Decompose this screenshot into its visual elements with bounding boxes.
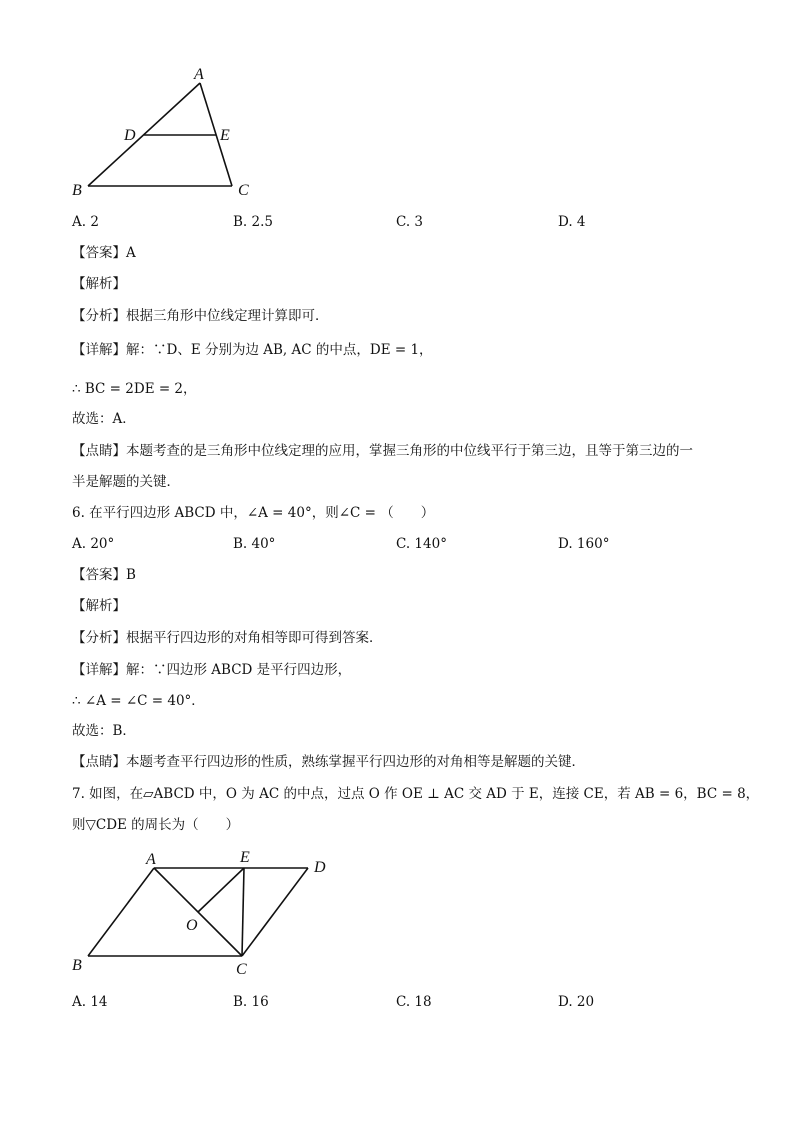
q7-option-d: D. 20: [558, 994, 595, 1010]
label-b: B: [72, 182, 82, 199]
side-dc: [242, 868, 308, 956]
parallelogram-figure: [60, 840, 350, 980]
q6-stem: 6. 在平行四边形 ABCD 中，∠A = 40°，则∠C = （ ）: [72, 505, 435, 521]
segment-ce: [242, 868, 244, 956]
q6-option-b: B. 40°: [233, 536, 276, 552]
q7-option-c: C. 18: [396, 994, 432, 1010]
q6-xiangjie: 【详解】解：∵四边形 ABCD 是平行四边形，: [72, 662, 352, 678]
q6-step: ∴ ∠A = ∠C = 40°．: [72, 693, 205, 709]
q5-step: ∴ BC = 2DE = 2，: [72, 381, 197, 397]
q6-option-d: D. 160°: [558, 536, 610, 552]
label-b: B: [72, 957, 82, 974]
label-a: A: [146, 851, 156, 868]
q5-dianjing-1: 【点睛】本题考查的是三角形中位线定理的应用，掌握三角形的中位线平行于第三边，且等于第三边的一: [72, 443, 693, 459]
label-c: C: [238, 182, 249, 199]
label-e: E: [220, 127, 230, 144]
q6-answer: 【答案】B: [72, 567, 136, 583]
label-o: O: [186, 917, 198, 934]
triangle-figure: [60, 60, 280, 205]
side-ab: [88, 868, 154, 956]
q5-xiangjie: 【详解】解：∵D、E 分别为边 AB, AC 的中点，DE = 1，: [72, 342, 433, 358]
q5-answer: 【答案】A: [72, 245, 136, 261]
q7-option-a: A. 14: [72, 994, 108, 1010]
q5-option-b: B. 2.5: [233, 214, 273, 230]
label-a: A: [194, 66, 204, 83]
q5-gu: 故选：A．: [72, 411, 136, 427]
q6-option-a: A. 20°: [72, 536, 115, 552]
q5-jiexi: 【解析】: [72, 276, 126, 292]
q6-jiexi: 【解析】: [72, 598, 126, 614]
q7-stem-1: 7. 如图，在▱ABCD 中，O 为 AC 的中点，过点 O 作 OE ⊥ AC 交 AD 于 E，连接 CE，若 AB = 6，BC = 8，: [72, 786, 760, 802]
label-d: D: [124, 127, 136, 144]
q5-dianjing-2: 半是解题的关键．: [72, 474, 180, 490]
q7-option-b: B. 16: [233, 994, 269, 1010]
q7-stem-2: 则▽CDE 的周长为（ ）: [72, 817, 240, 833]
q6-dianjing: 【点睛】本题考查平行四边形的性质，熟练掌握平行四边形的对角相等是解题的关键．: [72, 754, 585, 770]
q5-option-c: C. 3: [396, 214, 424, 230]
label-d: D: [314, 859, 326, 876]
q6-option-c: C. 140°: [396, 536, 447, 552]
q6-gu: 故选：B．: [72, 723, 136, 739]
label-e: E: [240, 849, 250, 866]
label-c: C: [236, 961, 247, 978]
q5-option-a: A. 2: [72, 214, 99, 230]
segment-oe: [198, 868, 244, 912]
q6-fenxi: 【分析】根据平行四边形的对角相等即可得到答案．: [72, 630, 383, 646]
q5-option-d: D. 4: [558, 214, 586, 230]
q5-fenxi: 【分析】根据三角形中位线定理计算即可．: [72, 308, 329, 324]
